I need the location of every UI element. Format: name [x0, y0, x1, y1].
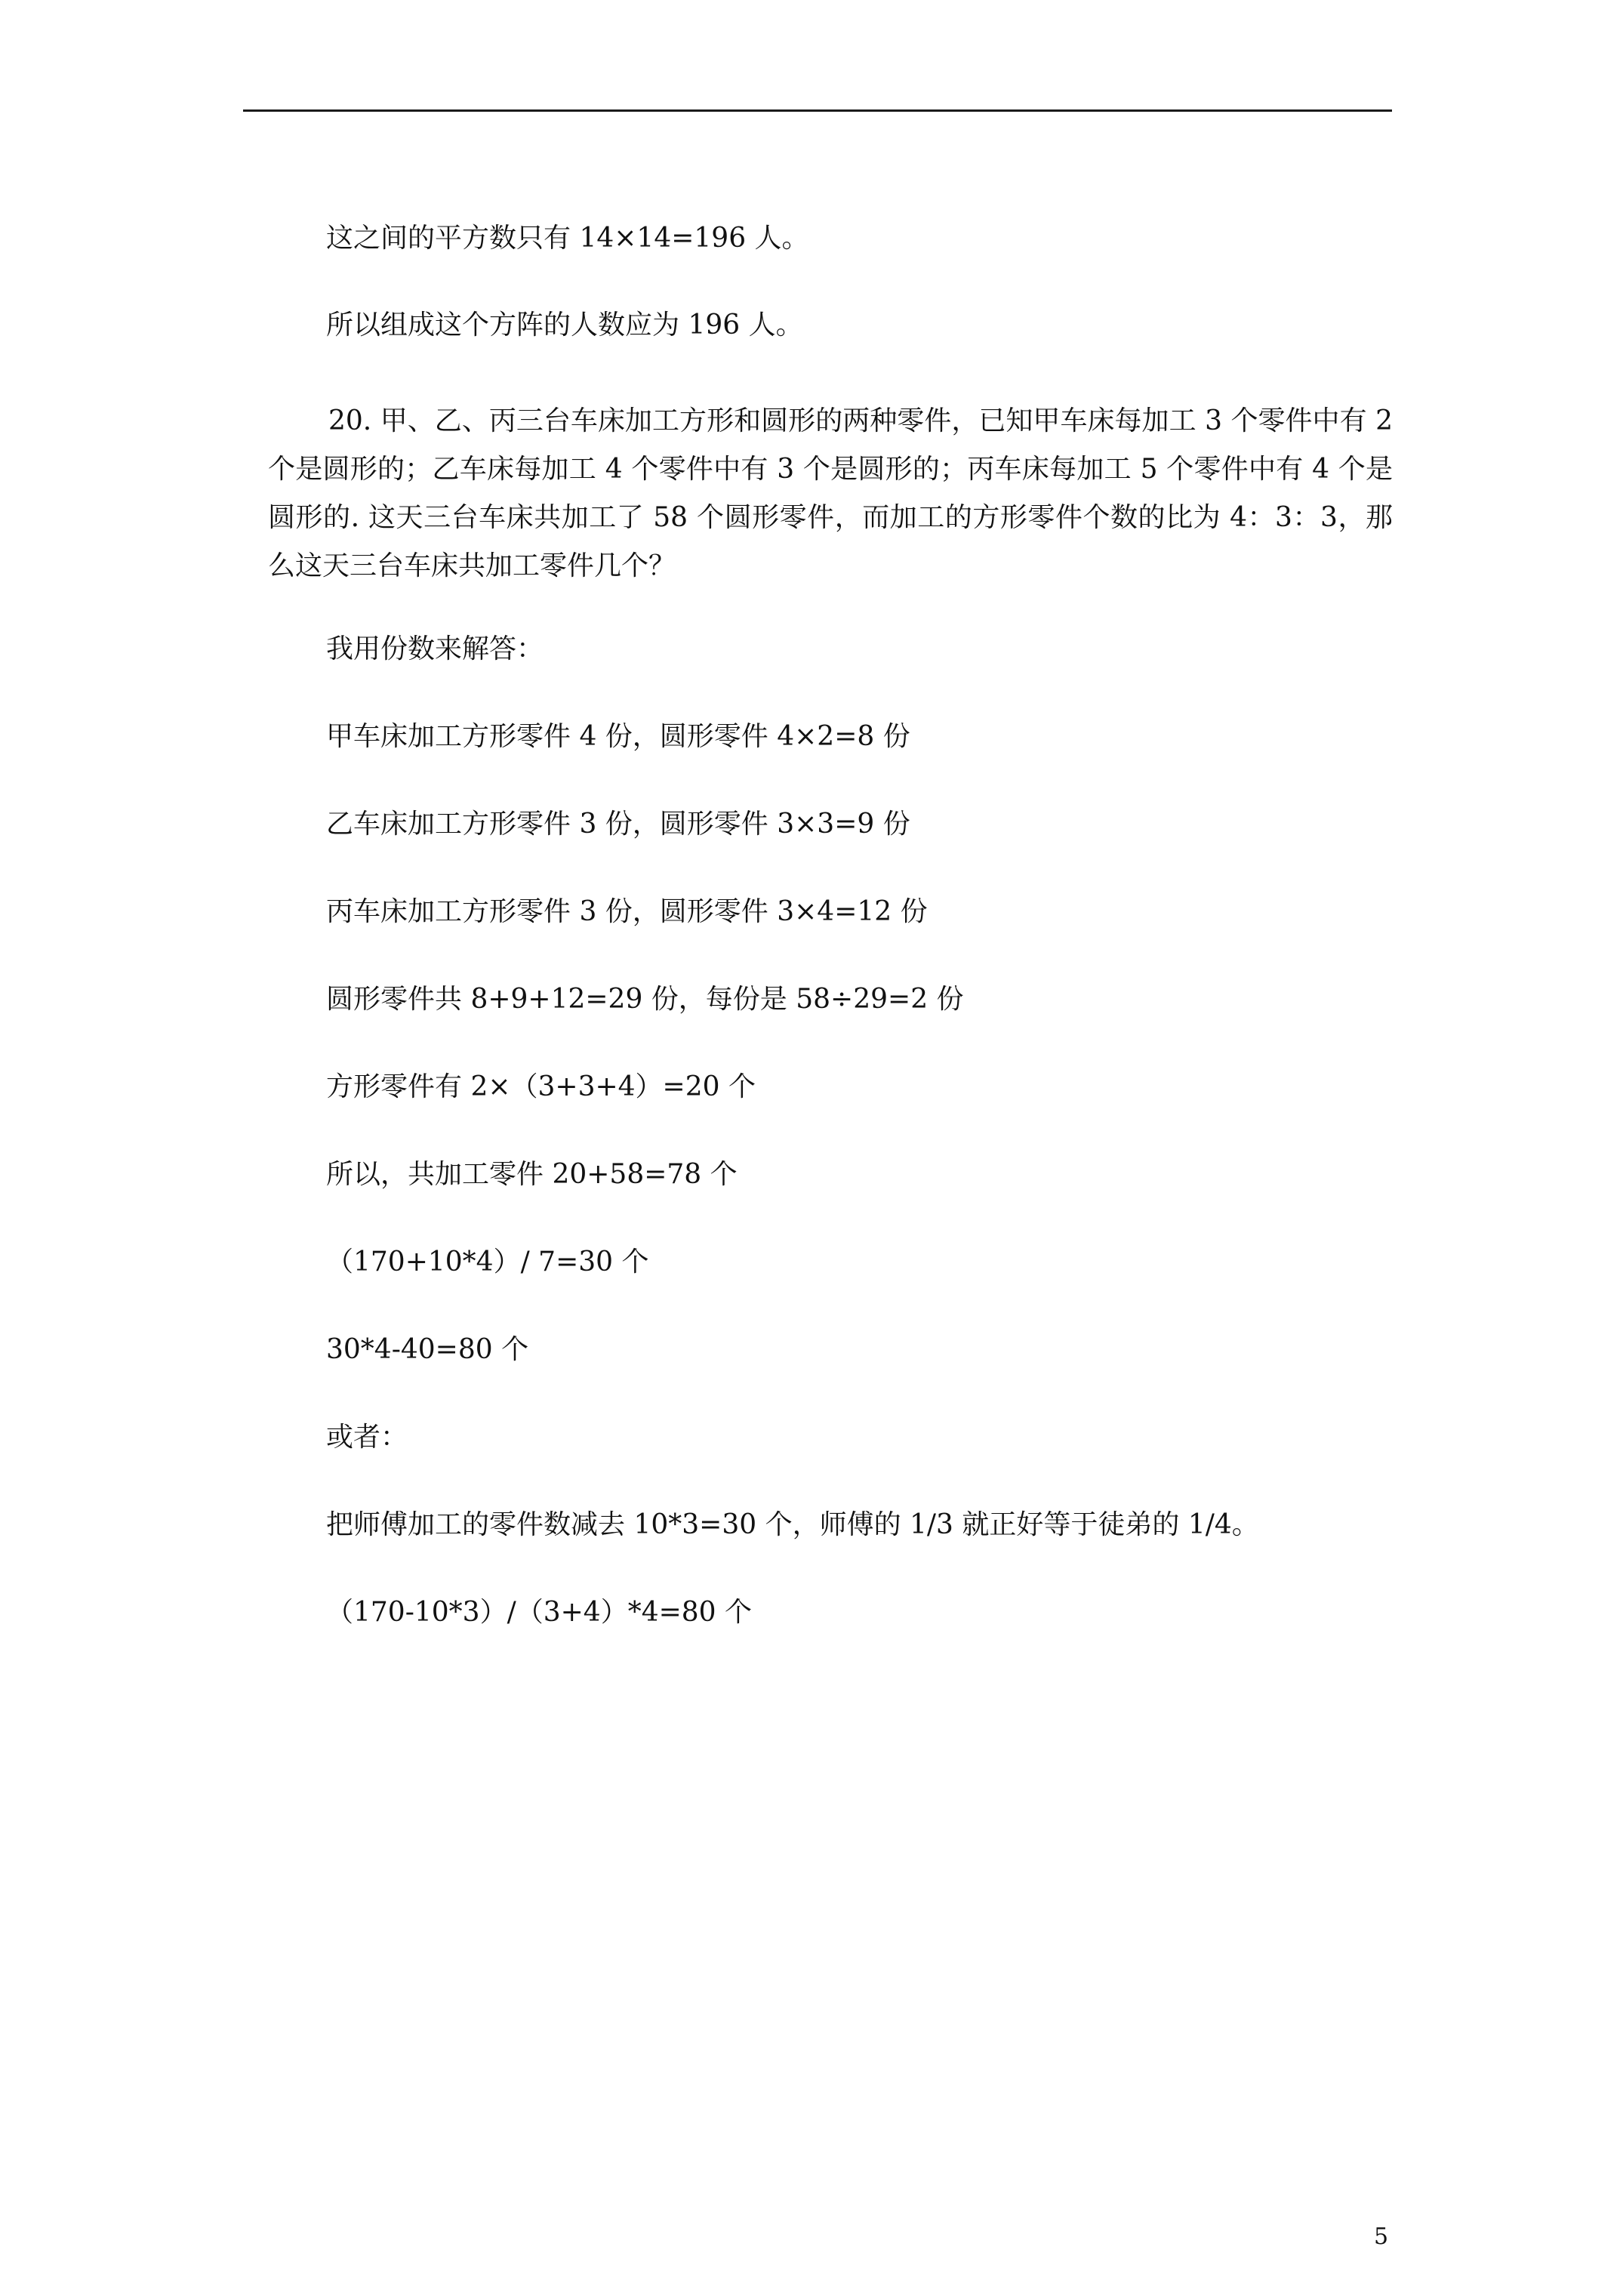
solution-line-3: 乙车床加工方形零件 3 份，圆形零件 3×3=9 份	[326, 809, 910, 840]
solution-line-7: 所以，共加工零件 20+58=78 个	[326, 1159, 738, 1190]
page-number: 5	[1374, 2224, 1389, 2250]
solution-line-6: 方形零件有 2×（3+3+4）=20 个	[326, 1071, 756, 1102]
solution-line-5: 圆形零件共 8+9+12=29 份，每份是 58÷29=2 份	[326, 984, 964, 1015]
solution-line-2: 甲车床加工方形零件 4 份，圆形零件 4×2=8 份	[326, 721, 910, 752]
solution-line-4: 丙车床加工方形零件 3 份，圆形零件 3×4=12 份	[326, 896, 928, 927]
header-rule	[243, 109, 1392, 112]
solution-line-8: （170+10*4）/ 7=30 个	[326, 1247, 649, 1277]
text-line-before-2: 所以组成这个方阵的人数应为 196 人。	[326, 310, 803, 341]
solution-line-12: （170-10*3）/（3+4）*4=80 个	[326, 1597, 753, 1628]
solution-line-10: 或者：	[326, 1422, 408, 1453]
problem-20: 20. 甲、乙、丙三台车床加工方形和圆形的两种零件，已知甲车床每加工 3 个零件中有 2 个是圆形的；乙车床每加工 4 个零件中有 3 个是圆形的；丙车床每加工 5 个零件中有 4 个是圆形的. 这天三台车床共加工了 58 个圆形零件，而加工的方形零件个数的比为 4：3：3，那么这天三台车床共加工零件几个？	[268, 405, 1393, 581]
solution-line-11: 把师傅加工的零件数减去 10*3=30 个，师傅的 1/3 就正好等于徒弟的 1/4。	[326, 1509, 1259, 1540]
text-line-before-1: 这之间的平方数只有 14×14=196 人。	[326, 223, 809, 254]
solution-line-9: 30*4-40=80 个	[326, 1334, 529, 1365]
solution-line-1: 我用份数来解答：	[326, 633, 544, 664]
